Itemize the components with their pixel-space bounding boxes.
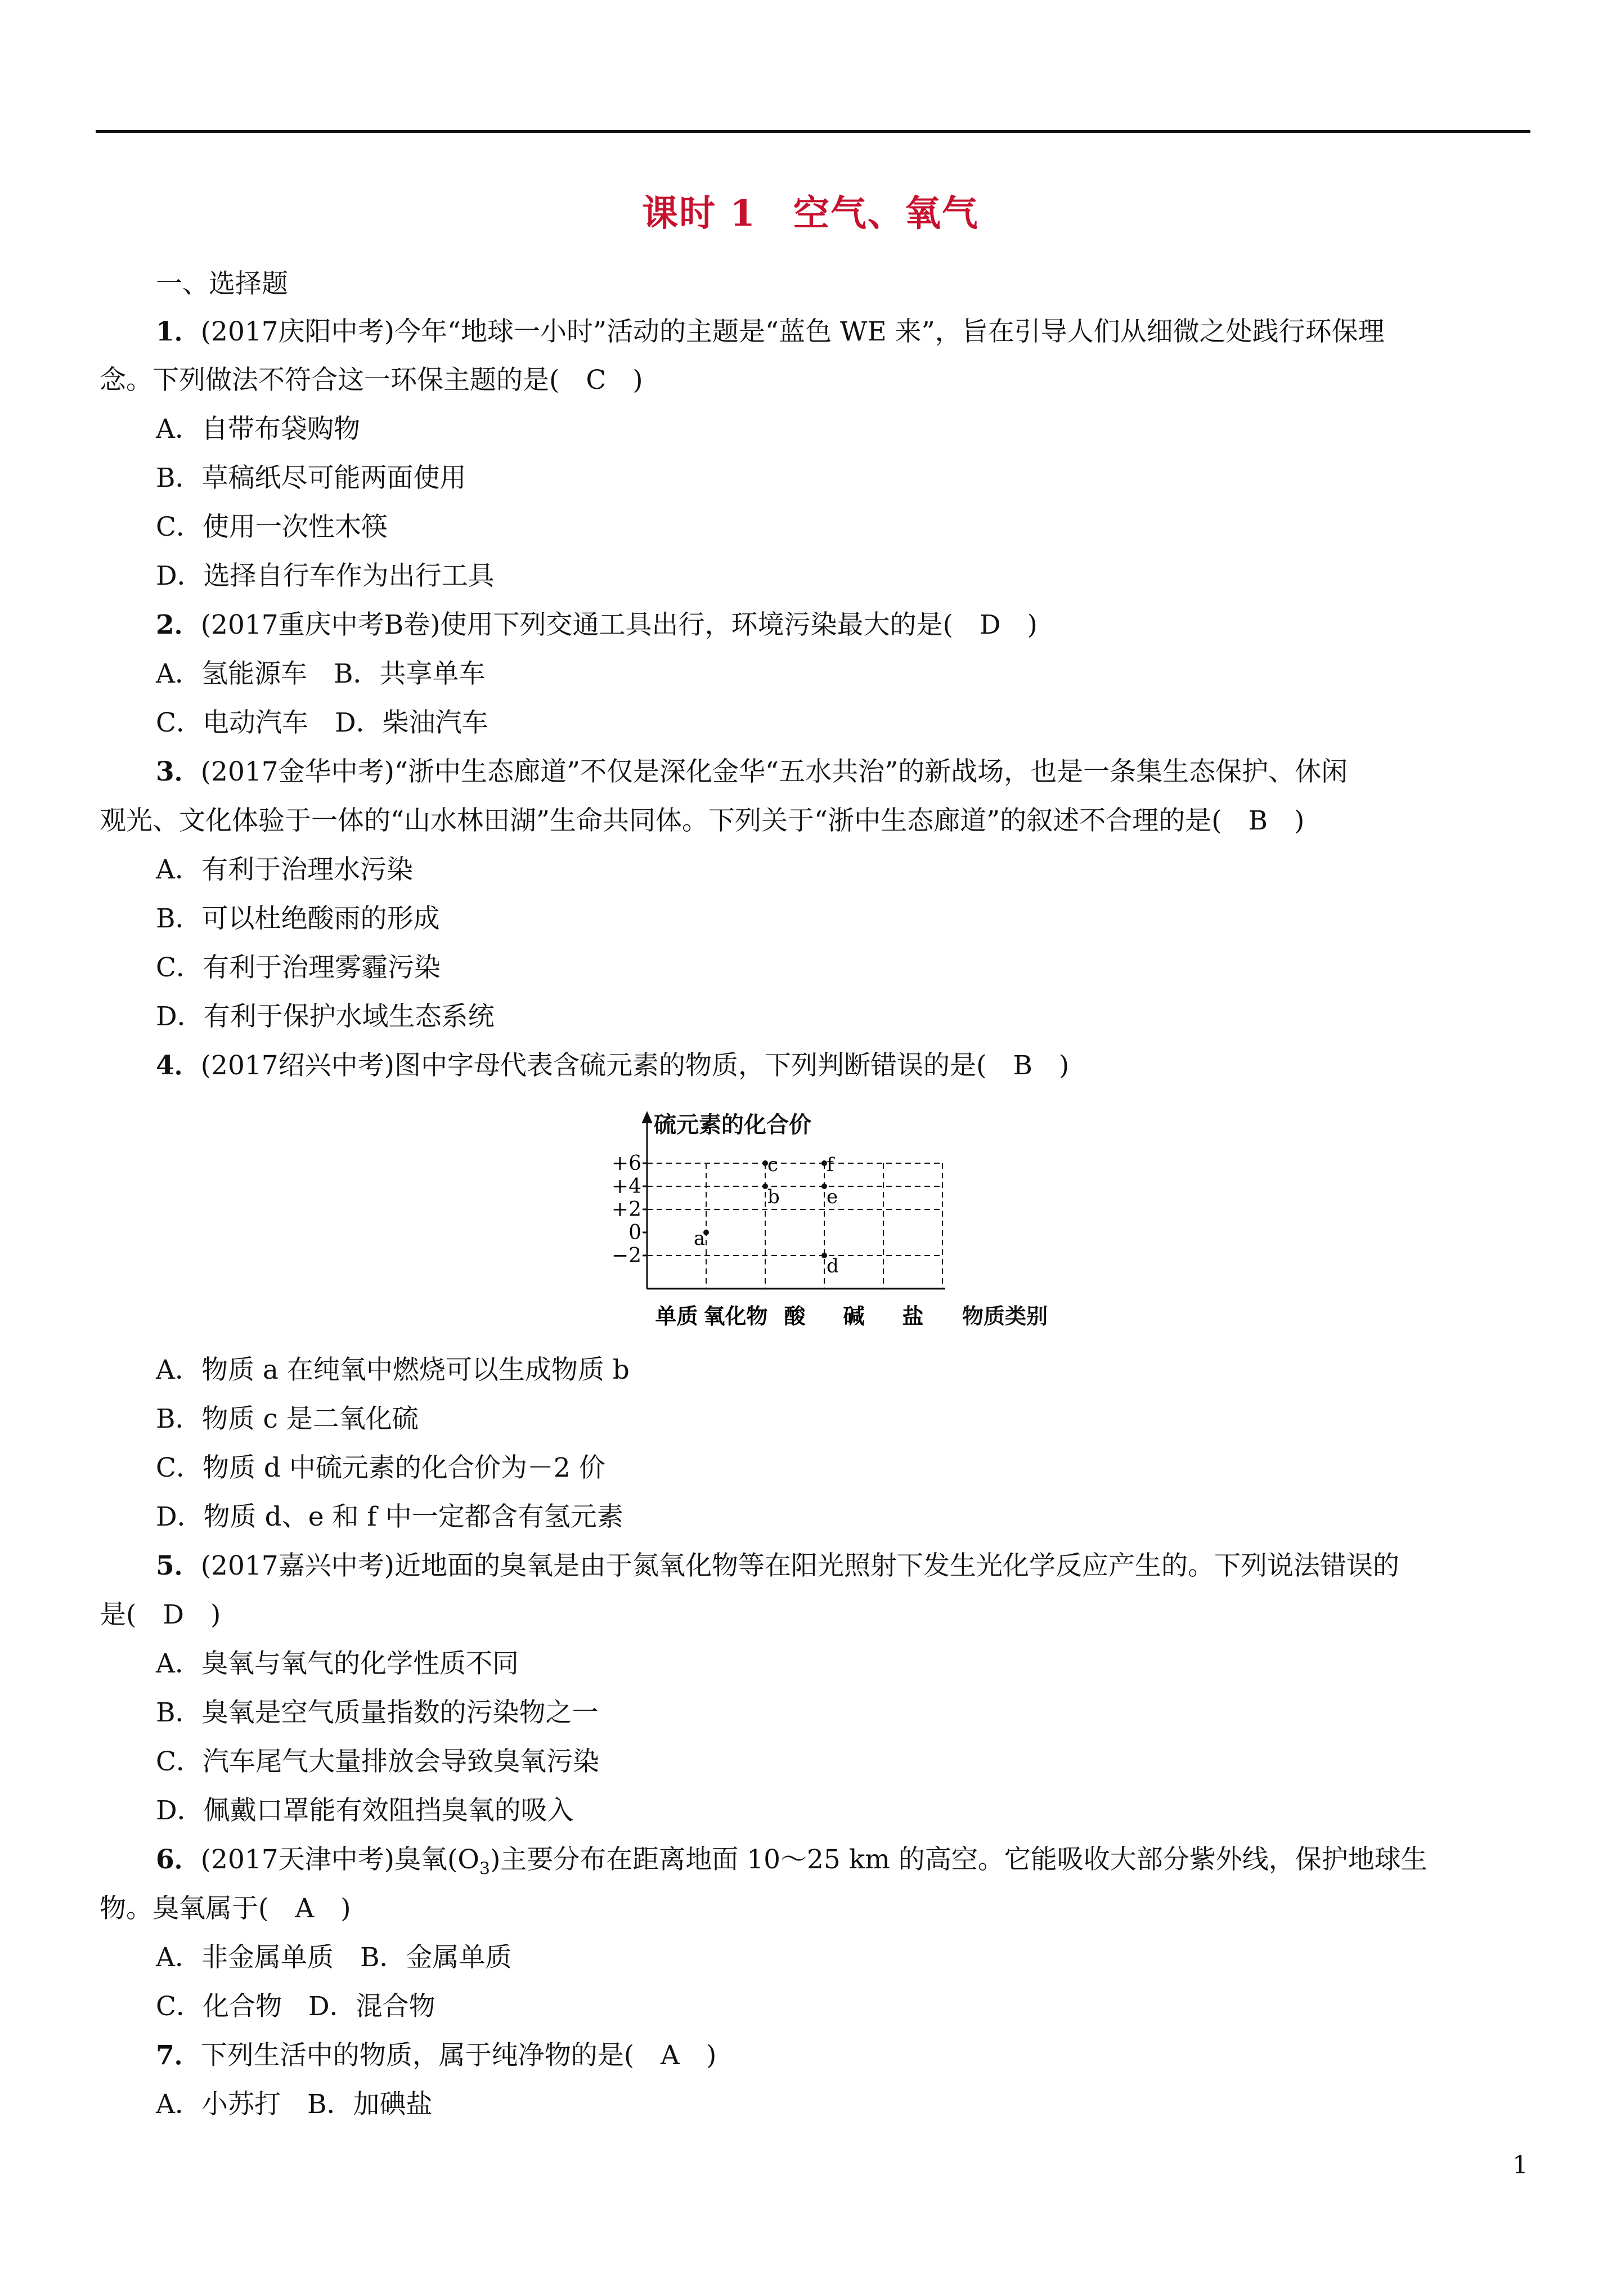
section-heading: 一、选择题	[156, 268, 288, 299]
option: A．有利于治理水污染	[156, 854, 413, 885]
question-stem: (2017庆阳中考)今年“地球一小时”活动的主题是“蓝色 WE 来”，旨在引导人们从细微之处践行环保理	[200, 316, 1385, 347]
question-number: 1．	[156, 316, 201, 347]
option: A．物质 a 在纯氧中燃烧可以生成物质 b	[156, 1355, 630, 1385]
x-category-label: 碱	[843, 1303, 865, 1329]
question-stem-continuation: 念。下列做法不符合这一环保主题的是( C )	[100, 365, 643, 396]
option: D．有利于保护水域生态系统	[156, 1001, 495, 1032]
question-stem: 下列生活中的物质，属于纯净物的是( A )	[200, 2040, 717, 2071]
question-stem-continuation: 观光、文化体验于一体的“山水林田湖”生命共同体。下列关于“浙中生态廊道”的叙述不合理的是( B )	[100, 805, 1305, 836]
y-axis-arrow	[643, 1113, 652, 1123]
question-stem: (2017重庆中考B卷)使用下列交通工具出行，环境污染最大的是( D )	[200, 609, 1038, 640]
question-stem: (2017绍兴中考)图中字母代表含硫元素的物质，下列判断错误的是( B )	[200, 1050, 1070, 1081]
question-stem: (2017金华中考)“浙中生态廊道”不仅是深化金华“五水共治”的新战场，也是一条集生态保护、休闲	[200, 756, 1348, 787]
data-point-label: d	[827, 1255, 839, 1277]
option: A．非金属单质 B．金属单质	[156, 1942, 512, 1973]
x-category-labels	[655, 1303, 923, 1329]
option: C．使用一次性木筷	[156, 512, 388, 542]
chart-axes	[643, 1113, 945, 1289]
option: A．臭氧与氧气的化学性质不同	[156, 1648, 519, 1679]
header-rule	[96, 130, 1530, 133]
y-tick-labels	[612, 1152, 647, 1267]
data-point-label: b	[767, 1186, 780, 1208]
option: C．有利于治理雾霾污染	[156, 952, 441, 983]
option: C．电动汽车 D．柴油汽车	[156, 707, 488, 738]
option: B．臭氧是空气质量指数的污染物之一	[156, 1697, 599, 1728]
question-5	[156, 1549, 1399, 1583]
y-tick-label: +2	[611, 1198, 641, 1221]
option: A．氢能源车 B．共享单车	[156, 658, 486, 689]
question-number: 7．	[156, 2040, 201, 2071]
chart-grid	[647, 1163, 942, 1289]
x-category-label: 单质	[655, 1303, 698, 1329]
option: B．物质 c 是二氧化硫	[156, 1403, 419, 1434]
data-point-label: a	[694, 1227, 706, 1250]
option: B．草稿纸尽可能两面使用	[156, 463, 466, 494]
question-number: 5．	[156, 1550, 201, 1581]
question-6	[156, 1843, 1427, 1886]
question-number: 6．	[156, 1844, 201, 1875]
option: C．化合物 D．混合物	[156, 1991, 435, 2022]
option: A．自带布袋购物	[156, 414, 360, 445]
data-point-label: f	[827, 1154, 834, 1176]
page-title: 课时 1 空气、氧气	[642, 192, 979, 235]
y-tick-label: +6	[611, 1152, 641, 1175]
data-point-label: c	[767, 1154, 779, 1176]
y-axis-label: 硫元素的化合价	[654, 1111, 811, 1138]
question-stem: (2017嘉兴中考)近地面的臭氧是由于氮氧化物等在阳光照射下发生光化学反应产生的。下列说法错误的	[200, 1550, 1399, 1581]
question-4	[156, 1049, 1069, 1083]
question-stem: )主要分布在距离地面 10～25 km 的高空。它能吸收大部分紫外线，保护地球生	[490, 1844, 1427, 1875]
question-3	[156, 755, 1348, 789]
data-point-label: e	[827, 1186, 838, 1208]
data-points	[694, 1154, 839, 1277]
y-tick-label: 0	[628, 1221, 641, 1244]
option: D．物质 d、e 和 f 中一定都含有氢元素	[156, 1501, 623, 1532]
x-category-label: 酸	[784, 1303, 806, 1329]
question-number: 3．	[156, 756, 201, 787]
page-number: 1	[1512, 2151, 1528, 2180]
question-number: 4．	[156, 1050, 201, 1081]
question-7	[156, 2039, 716, 2073]
option: A．小苏打 B．加碘盐	[156, 2089, 433, 2120]
y-tick-label: −2	[611, 1244, 641, 1267]
question-number: 2．	[156, 609, 201, 640]
question-2	[156, 608, 1038, 642]
option: D．佩戴口罩能有效阻挡臭氧的吸入	[156, 1795, 574, 1826]
x-axis-label: 物质类别	[962, 1303, 1048, 1329]
y-tick-label: +4	[611, 1175, 641, 1198]
question-stem: (2017天津中考)臭氧(O	[200, 1844, 479, 1875]
x-category-label: 氧化物	[703, 1303, 768, 1329]
option: D．选择自行车作为出行工具	[156, 560, 495, 591]
x-category-label: 盐	[902, 1303, 924, 1329]
question-1	[156, 315, 1385, 349]
question-stem-continuation: 物。臭氧属于( A )	[100, 1893, 351, 1924]
option: C．汽车尾气大量排放会导致臭氧污染	[156, 1746, 599, 1777]
option: C．物质 d 中硫元素的化合价为－2 价	[156, 1452, 605, 1483]
valence-chart	[563, 1103, 1097, 1339]
question-stem-continuation: 是( D )	[100, 1599, 221, 1630]
subscript: 3	[479, 1859, 490, 1879]
option: B．可以杜绝酸雨的形成	[156, 903, 440, 934]
